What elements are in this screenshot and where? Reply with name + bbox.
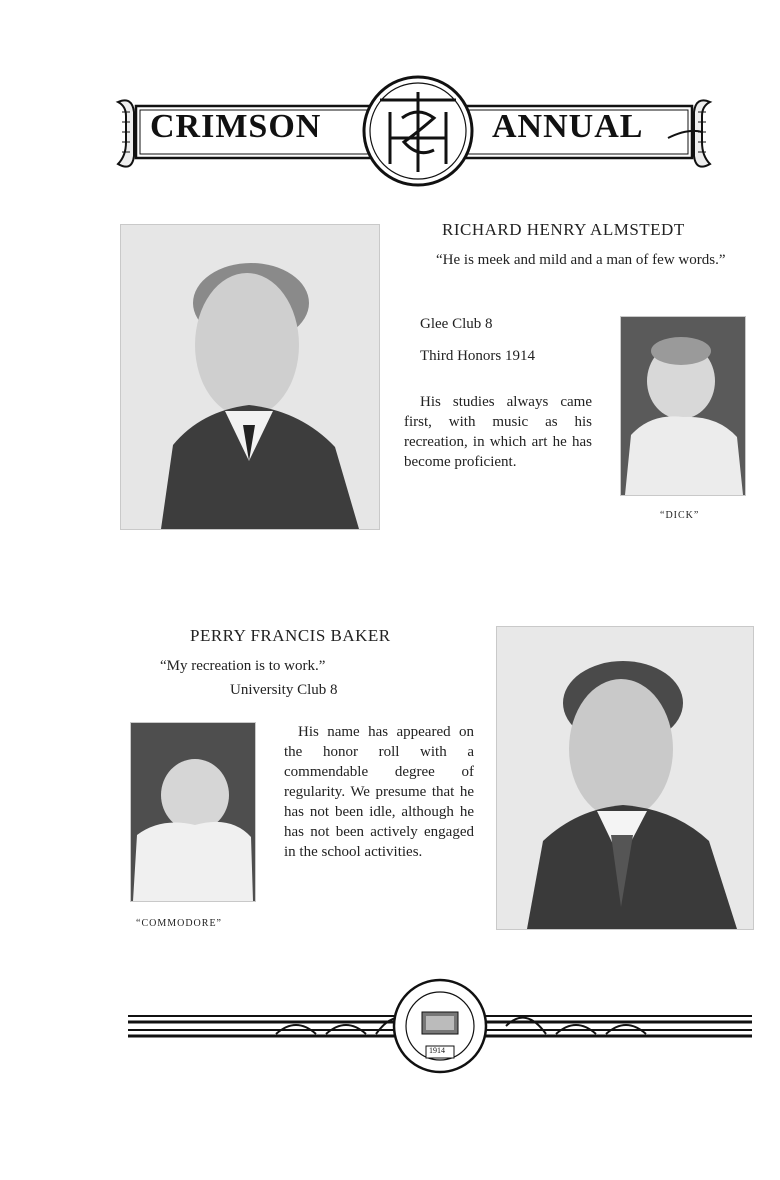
banner-title-right: ANNUAL xyxy=(492,108,644,145)
portrait-photo-almstedt xyxy=(120,224,380,530)
footer-ornament xyxy=(126,976,754,1076)
banner-title-left: CRIMSON xyxy=(150,108,322,145)
nickname-caption: “DICK” xyxy=(660,510,700,521)
activity-line: University Club 8 xyxy=(230,682,338,698)
left-scroll-ornament xyxy=(118,100,134,166)
entry-name: PERRY FRANCIS BAKER xyxy=(190,626,391,645)
entry-quote: “He is meek and mild and a man of few words.” xyxy=(436,252,726,268)
activity-line: Third Honors 1914 xyxy=(420,348,535,364)
entry-description: His name has appeared on the honor roll with a commendable degree of regularity. We presume that he has not been idle, although he has not been actively engaged in the school activities. xyxy=(284,724,474,860)
baby-photo-commodore xyxy=(130,722,256,902)
nickname-caption: “COMMODORE” xyxy=(136,918,222,929)
entry-name: RICHARD HENRY ALMSTEDT xyxy=(442,220,685,239)
right-scroll-ornament xyxy=(694,100,710,166)
entry-description: His studies always came first, with music as his recreation, in which art he has become proficient. xyxy=(404,394,592,470)
seal-year: 1914 xyxy=(429,1046,445,1055)
portrait-photo-baker xyxy=(496,626,754,930)
baby-photo-dick xyxy=(620,316,746,496)
entry-quote: “My recreation is to work.” xyxy=(160,658,326,674)
activity-line: Glee Club 8 xyxy=(420,316,493,332)
